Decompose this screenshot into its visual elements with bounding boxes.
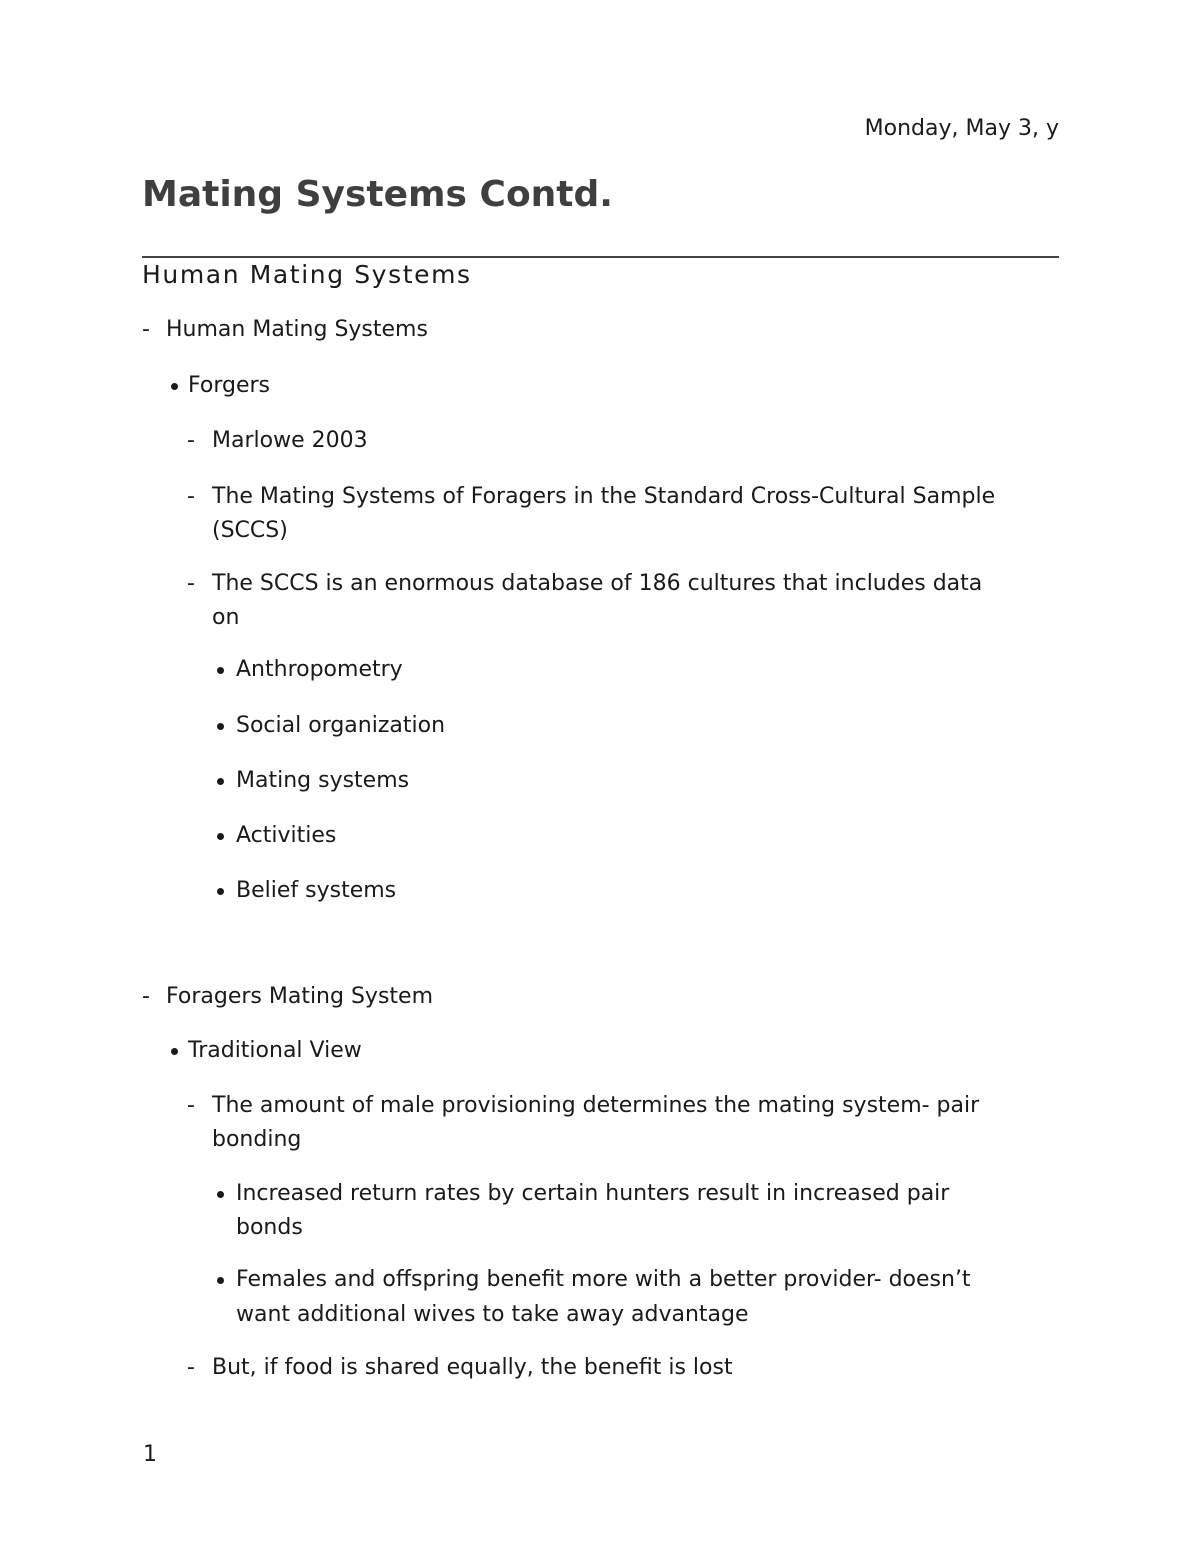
outline-item-level4: Belief systems	[236, 878, 397, 903]
bullet-icon	[217, 888, 224, 895]
section-heading: Human Mating Systems	[142, 260, 472, 289]
page-number: 1	[143, 1442, 157, 1467]
outline-item-level3-continued: bonding	[212, 1127, 302, 1152]
outline-item-level3: The SCCS is an enormous database of 186 cultures that includes data	[212, 571, 983, 596]
bullet-icon	[171, 1048, 178, 1055]
bullet-icon	[217, 778, 224, 785]
outline-item-level4: Mating systems	[236, 768, 410, 793]
bullet-icon	[217, 833, 224, 840]
bullet-icon	[217, 723, 224, 730]
outline-item-level2: Traditional View	[188, 1038, 362, 1063]
outline-item-level4: Social organization	[236, 713, 446, 738]
bullet-icon	[171, 383, 178, 390]
outline-item-level4: Increased return rates by certain hunters result in increased pair	[236, 1181, 950, 1206]
dash-marker: -	[187, 1355, 195, 1380]
dash-marker: -	[142, 317, 150, 342]
page-title: Mating Systems Contd.	[142, 174, 613, 215]
outline-item-level3: The amount of male provisioning determines the mating system- pair	[212, 1093, 980, 1118]
outline-item-level1: Human Mating Systems	[166, 317, 428, 342]
dash-marker: -	[187, 1093, 195, 1118]
document-date: Monday, May 3, y	[864, 116, 1059, 141]
dash-marker: -	[142, 984, 150, 1009]
outline-item-level1: Foragers Mating System	[166, 984, 433, 1009]
title-divider	[142, 256, 1059, 258]
outline-item-level3-continued: on	[212, 605, 240, 630]
outline-item-level4: Anthropometry	[236, 657, 403, 682]
outline-item-level4-continued: bonds	[236, 1215, 303, 1240]
dash-marker: -	[187, 571, 195, 596]
outline-item-level3-continued: (SCCS)	[212, 518, 288, 543]
outline-item-level3: The Mating Systems of Foragers in the Standard Cross-Cultural Sample	[212, 484, 996, 509]
bullet-icon	[217, 1277, 224, 1284]
dash-marker: -	[187, 484, 195, 509]
outline-item-level3: But, if food is shared equally, the benefit is lost	[212, 1355, 733, 1380]
outline-item-level3: Marlowe 2003	[212, 428, 368, 453]
dash-marker: -	[187, 428, 195, 453]
outline-item-level4: Females and offspring benefit more with a better provider- doesn’t	[236, 1267, 971, 1292]
bullet-icon	[217, 1191, 224, 1198]
bullet-icon	[217, 667, 224, 674]
outline-item-level4: Activities	[236, 823, 337, 848]
outline-item-level4-continued: want additional wives to take away advantage	[236, 1302, 749, 1327]
outline-item-level2: Forgers	[188, 373, 270, 398]
